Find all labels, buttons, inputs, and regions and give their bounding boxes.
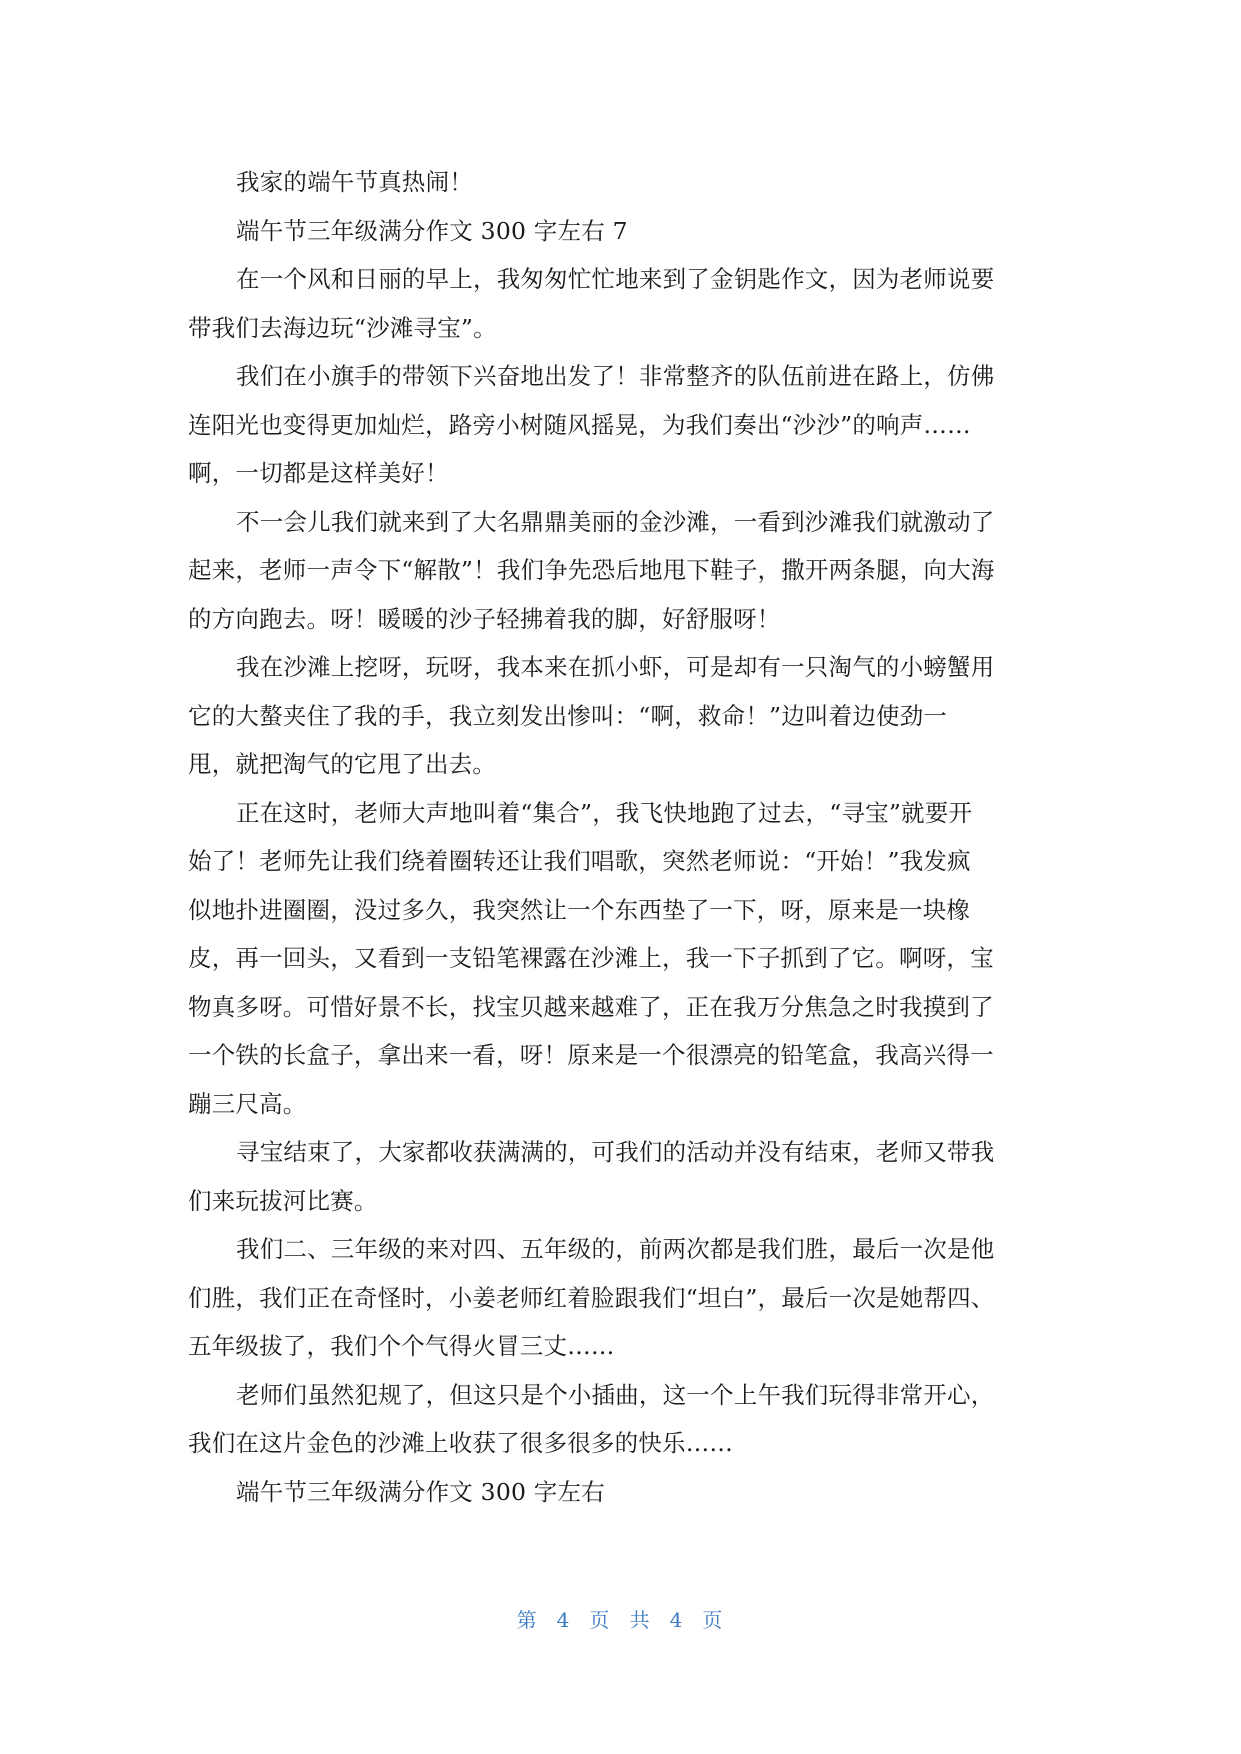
text-line: 连阳光也变得更加灿烂，路旁小树随风摇晃，为我们奏出“沙沙”的响声…… <box>188 410 971 439</box>
text-line: 甩，就把淘气的它甩了出去。 <box>188 750 497 778</box>
footer-total-pages: 4 <box>669 1608 685 1632</box>
document-body <box>188 158 1056 1516</box>
text-line: 老师们虽然犯规了，但这只是个小插曲，这一个上午我们玩得非常开心， <box>236 1380 995 1409</box>
text-line: 物真多呀。可惜好景不长，找宝贝越来越难了，正在我万分焦急之时我摸到了 <box>188 992 994 1021</box>
text-line: 它的大螯夹住了我的手，我立刻发出惨叫：“啊，救命！”边叫着边使劲一 <box>188 701 948 730</box>
page-footer <box>0 1604 1241 1633</box>
text-line: 在一个风和日丽的早上，我匆匆忙忙地来到了金钥匙作文，因为老师说要 <box>236 265 995 293</box>
text-line: 的方向跑去。呀！暖暖的沙子轻拂着我的脚，好舒服呀！ <box>188 604 781 633</box>
text-line: 端午节三年级满分作文 300 字左右 <box>236 1477 605 1506</box>
footer-current-page: 4 <box>556 1608 572 1632</box>
text-line: 啊，一切都是这样美好！ <box>188 459 449 487</box>
text-line: 蹦三尺高。 <box>188 1089 307 1118</box>
text-line: 端午节三年级满分作文 300 字左右 7 <box>236 216 628 245</box>
text-line: 我们二、三年级的来对四、五年级的，前两次都是我们胜，最后一次是他 <box>236 1235 995 1263</box>
text-line: 寻宝结束了，大家都收获满满的，可我们的活动并没有结束，老师又带我 <box>236 1138 995 1166</box>
text-line: 们来玩拔河比赛。 <box>188 1186 378 1215</box>
text-line: 正在这时，老师大声地叫着“集合”，我飞快地跑了过去，“寻宝”就要开 <box>236 798 973 827</box>
text-line: 带我们去海边玩“沙滩寻宝”。 <box>188 313 497 342</box>
text-line: 们胜，我们正在奇怪时，小姜老师红着脸跟我们“坦白”，最后一次是她帮四、 <box>188 1283 995 1312</box>
footer-label-ye-gong: 页 共 <box>589 1608 652 1632</box>
text-line: 五年级拔了，我们个个气得火冒三丈…… <box>188 1332 615 1360</box>
text-line: 我在沙滩上挖呀，玩呀，我本来在抓小虾，可是却有一只淘气的小螃蟹用 <box>236 653 995 681</box>
text-line: 皮，再一回头，又看到一支铅笔裸露在沙滩上，我一下子抓到了它。啊呀，宝 <box>188 944 994 972</box>
footer-label-di: 第 <box>516 1608 539 1632</box>
text-line: 我家的端午节真热闹！ <box>236 168 473 196</box>
footer-label-ye: 页 <box>702 1608 725 1632</box>
text-line: 始了！老师先让我们绕着圈转还让我们唱歌，突然老师说：“开始！”我发疯 <box>188 847 971 875</box>
text-line: 一个铁的长盒子，拿出来一看，呀！原来是一个很漂亮的铅笔盒，我高兴得一 <box>188 1041 994 1069</box>
text-line: 起来，老师一声令下“解散”！我们争先恐后地甩下鞋子，撒开两条腿，向大海 <box>188 556 995 584</box>
text-line: 我们在小旗手的带领下兴奋地出发了！非常整齐的队伍前进在路上，仿佛 <box>236 362 995 390</box>
text-line: 我们在这片金色的沙滩上收获了很多很多的快乐…… <box>188 1429 734 1457</box>
text-line: 不一会儿我们就来到了大名鼎鼎美丽的金沙滩，一看到沙滩我们就激动了 <box>236 507 995 536</box>
text-line: 似地扑进圈圈，没过多久，我突然让一个东西垫了一下，呀，原来是一块橡 <box>188 895 971 924</box>
